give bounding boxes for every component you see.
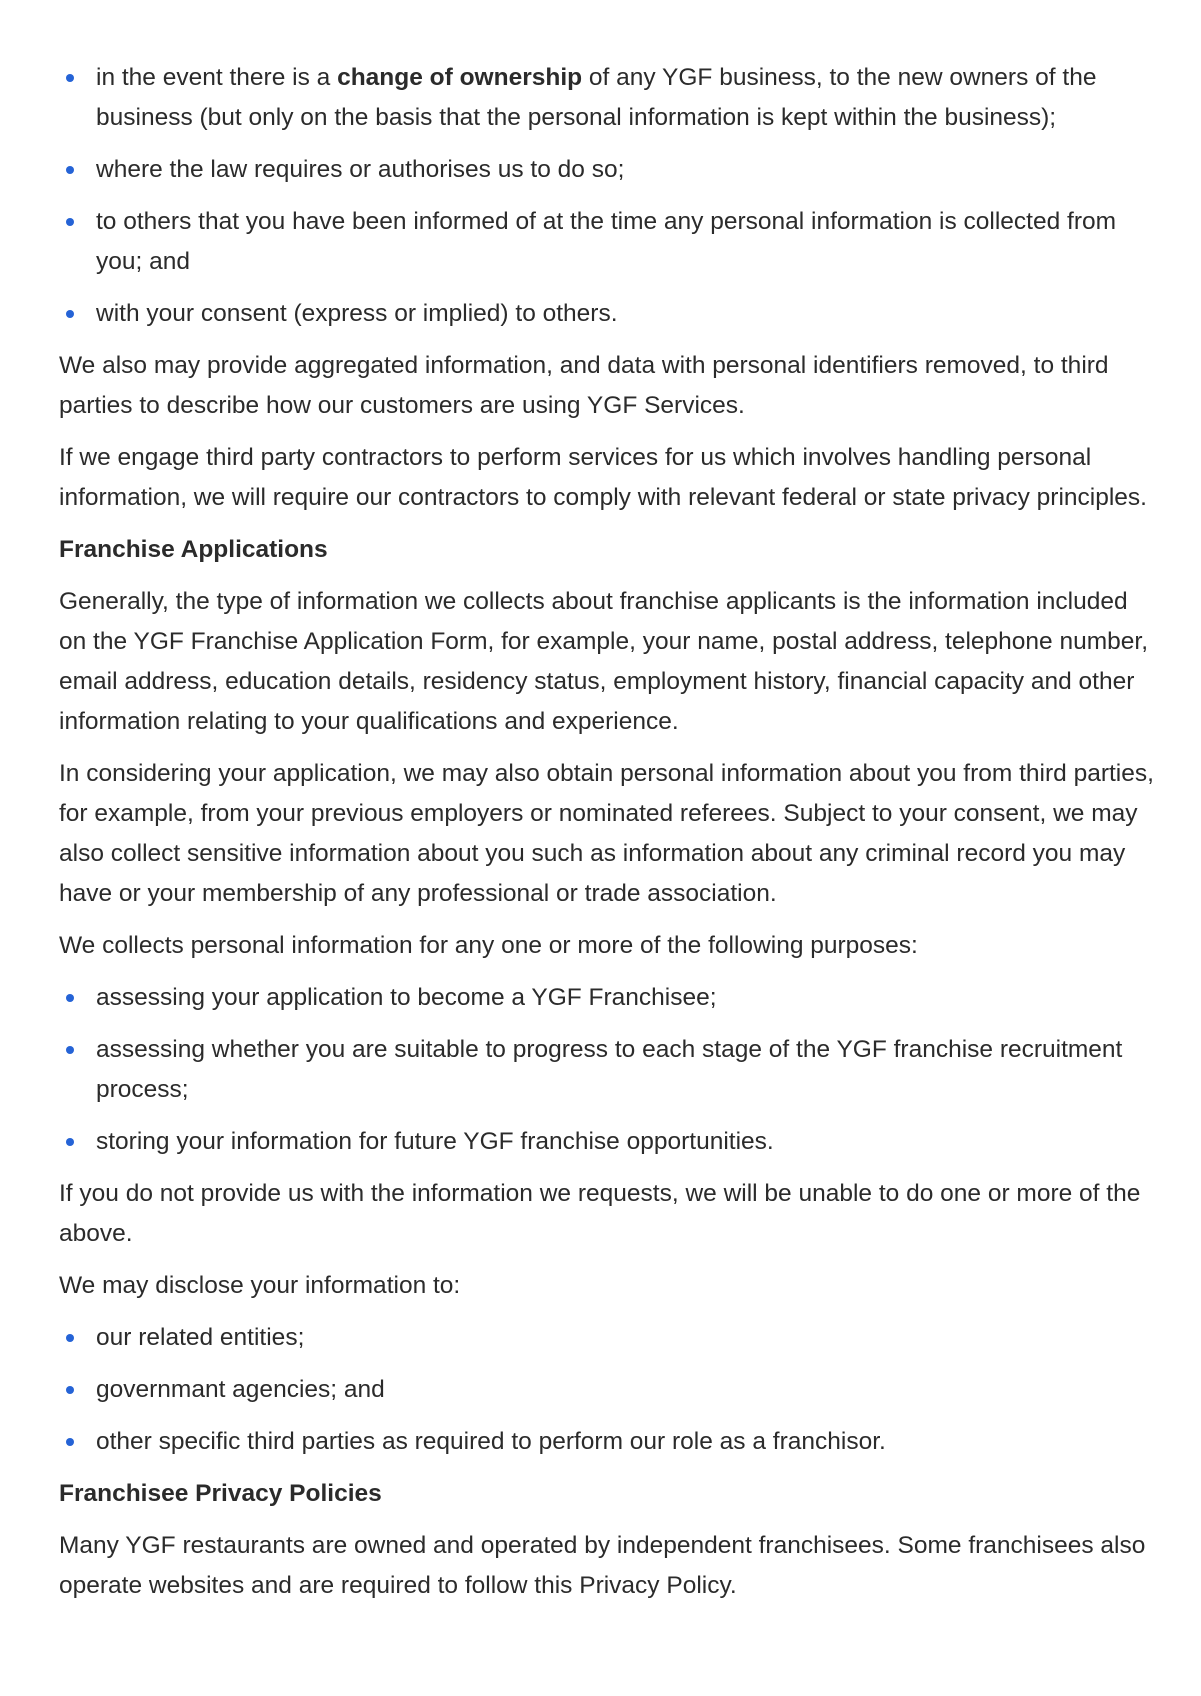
bullet-icon — [66, 310, 74, 318]
list-item: governmant agencies; and — [59, 1370, 1159, 1410]
bullet-icon — [66, 1138, 74, 1146]
paragraph-disclose-intro: We may disclose your information to: — [59, 1272, 461, 1299]
heading-franchise-applications: Franchise Applications — [59, 536, 328, 563]
bullet-icon — [66, 166, 74, 174]
list-item: to others that you have been informed of at the time any personal information is collected from you; and — [59, 202, 1159, 282]
policy-content — [59, 58, 1159, 1618]
purposes-list — [59, 978, 1159, 1162]
paragraph-purposes-intro: We collects personal information for any one or more of the following purposes: — [59, 932, 918, 959]
list-item: our related entities; — [59, 1318, 1159, 1358]
bullet-icon — [66, 1046, 74, 1054]
list-item: assessing your application to become a YGF Franchisee; — [59, 978, 1159, 1018]
list-item: in the event there is a change of ownership of any YGF business, to the new owners of the business (but only on the basis that the personal information is kept within the business); — [59, 58, 1159, 138]
list-item: where the law requires or authorises us to do so; — [59, 150, 1159, 190]
bullet-icon — [66, 74, 74, 82]
paragraph-franchisee: Many YGF restaurants are owned and operated by independent franchisees. Some franchisees also operate websites and are required to follow this Privacy Policy. — [59, 1532, 1146, 1599]
list-item: assessing whether you are suitable to progress to each stage of the YGF franchise recruitment process; — [59, 1030, 1159, 1110]
bullet-icon — [66, 218, 74, 226]
paragraph-contractors: If we engage third party contractors to perform services for us which involves handling personal information, we will require our contractors to comply with relevant federal or state privacy principles. — [59, 444, 1147, 511]
bullet-icon — [66, 1334, 74, 1342]
disclosure-list — [59, 58, 1159, 334]
disclose-list — [59, 1318, 1159, 1462]
bullet-icon — [66, 1386, 74, 1394]
heading-franchisee-privacy-policies: Franchisee Privacy Policies — [59, 1480, 382, 1507]
list-item: other specific third parties as required to perform our role as a franchisor. — [59, 1422, 1159, 1462]
list-item: storing your information for future YGF franchise opportunities. — [59, 1122, 1159, 1162]
paragraph-third-party-info: In considering your application, we may also obtain personal information about you from third parties, for example, from your previous employers or nominated referees. Subject to your consent, we may also collect sensitive information about you such as information about any criminal record you may have or your membership of any professional or trade association. — [59, 760, 1154, 907]
paragraph-aggregated: We also may provide aggregated information, and data with personal identifiers removed, to third parties to describe how our customers are using YGF Services. — [59, 352, 1109, 419]
paragraph-unable: If you do not provide us with the information we requests, we will be unable to do one or more of the above. — [59, 1180, 1141, 1247]
bullet-icon — [66, 994, 74, 1002]
bold-term: change of ownership — [337, 64, 583, 91]
bullet-icon — [66, 1438, 74, 1446]
paragraph-application-info: Generally, the type of information we collects about franchise applicants is the information included on the YGF Franchise Application Form, for example, your name, postal address, telephone number, email address, education details, residency status, employment history, financial capacity and other information relating to your qualifications and experience. — [59, 588, 1149, 735]
list-item: with your consent (express or implied) to others. — [59, 294, 1159, 334]
